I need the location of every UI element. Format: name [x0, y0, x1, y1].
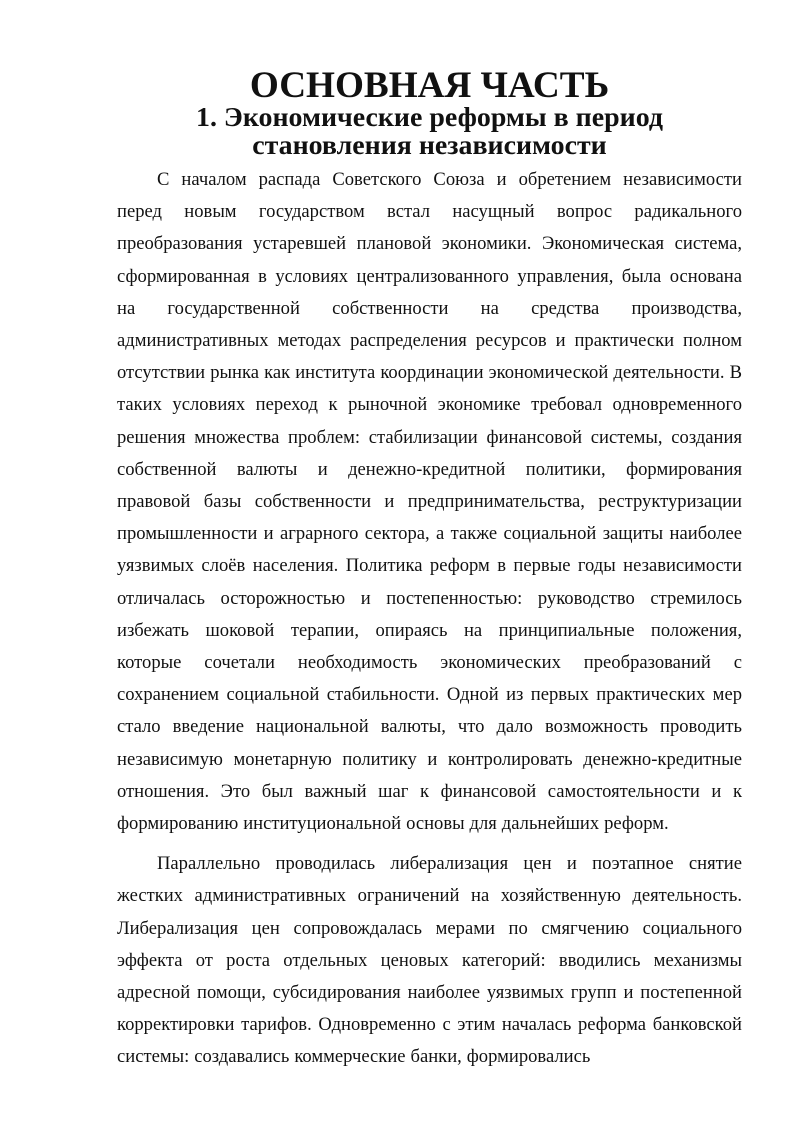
main-heading: ОСНОВНАЯ ЧАСТЬ [249, 65, 610, 106]
document-page [117, 60, 742, 1074]
paragraph-1: С началом распада Советского Союза и обретением независимости перед новым государством встал насущный вопрос радикального преобразования устаревшей плановой экономики. Экономическая система, сформированная в условиях централизованного управления, была основана на государственной собственности на средства производства, административных методах распределения ресурсов и практически полном отсутствии рынка как института координации экономической деятельности. В таких условиях переход к рыночной экономике требовал одновременного решения множества проблем: стабилизации финансовой системы, создания собственной валюты и денежно-кредитной политики, формирования правовой базы собственности и предпринимательства, реструктуризации промышленности и аграрного сектора, а также социальной защиты наиболее уязвимых слоёв населения. Политика реформ в первые годы независимости отличалась осторожностью и постепенностью: руководство стремилось избежать шоковой терапии, опираясь на принципиальные положения, которые сочетали необходимость экономических преобразований с сохранением социальной стабильности. Одной из первых практических мер стало введение национальной валюты, что дало возможность проводить независимую монетарную политику и контролировать денежно-кредитные отношения. Это был важный шаг к финансовой самостоятельности и к формированию институциональной основы для дальнейших реформ. [117, 169, 742, 835]
section-heading: 1. Экономические реформы в период становления независимости [196, 102, 663, 161]
paragraph-2: Параллельно проводилась либерализация цен и поэтапное снятие жестких административных ограничений на хозяйственную деятельность. Либерализация цен сопровождалась мерами по смягчению социального эффекта от роста отдельных ценовых категорий: вводились механизмы адресной помощи, субсидирования наиболее уязвимых групп и постепенной корректировки тарифов. Одновременно с этим началась реформа банковской системы: создавались коммерческие банки, формировались [117, 853, 742, 1068]
